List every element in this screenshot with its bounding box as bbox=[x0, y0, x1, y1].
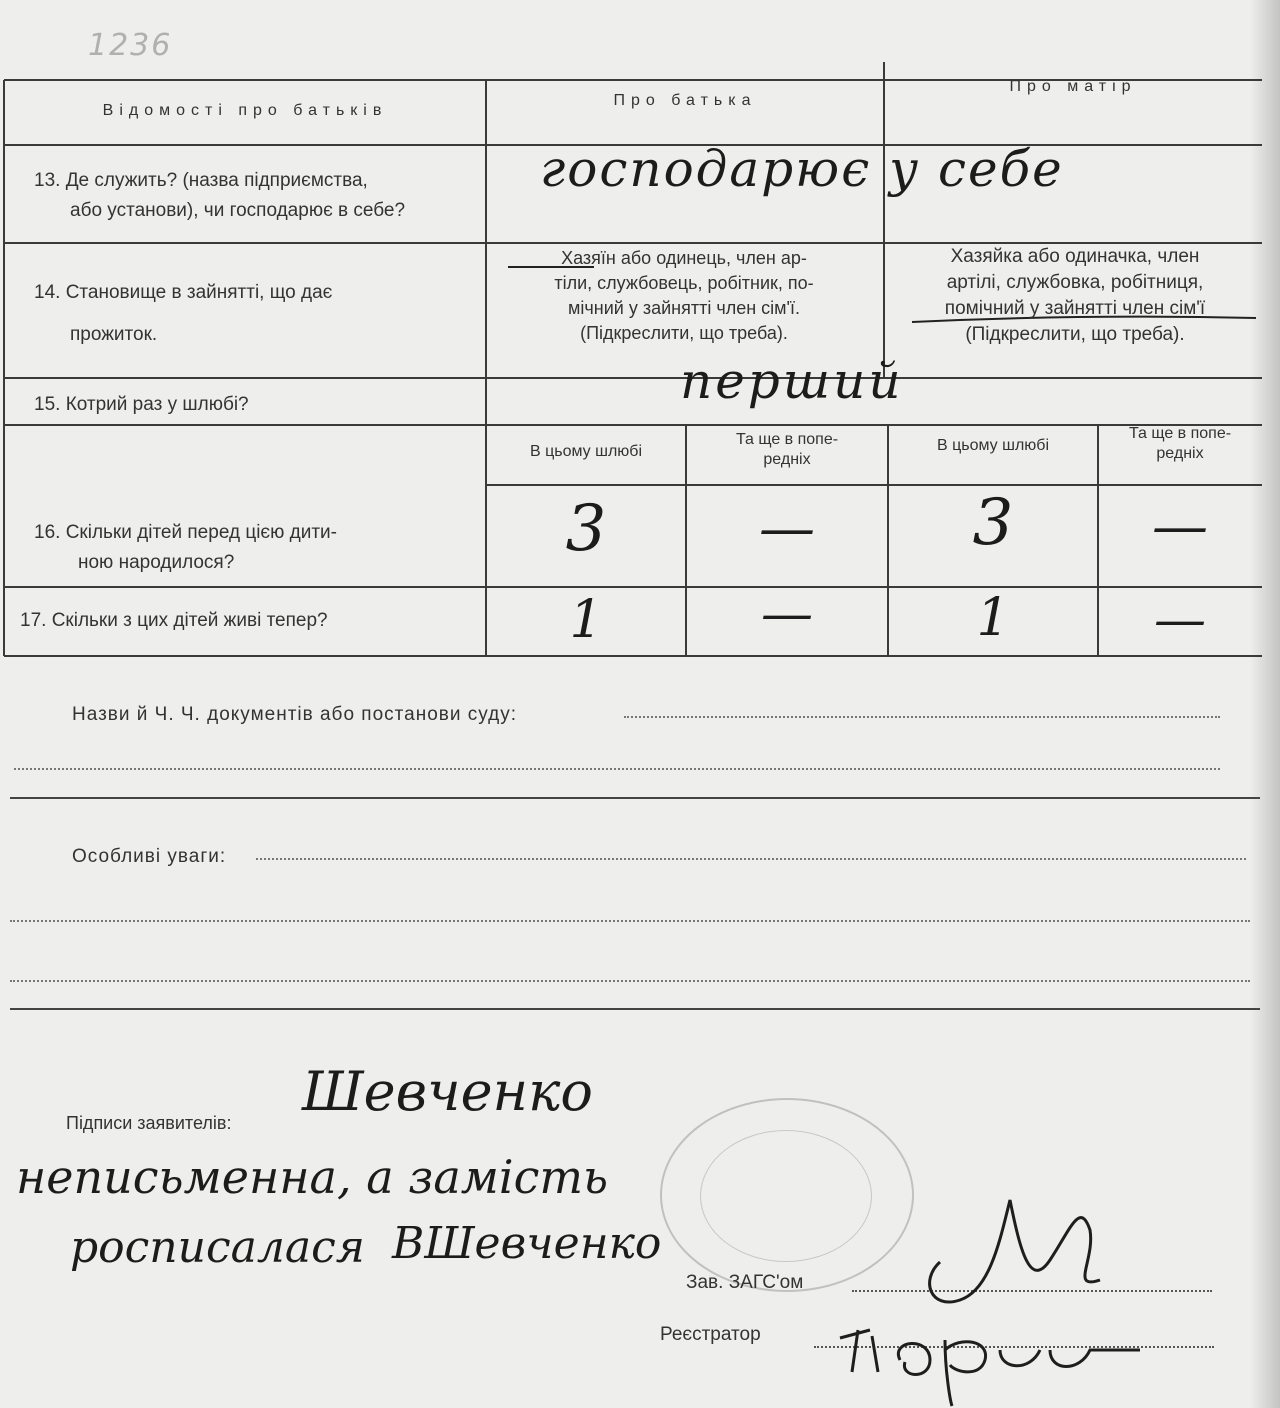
q14-mother-line4: (Підкреслити, що треба). bbox=[965, 324, 1185, 345]
sub-father-prev-line1: Та ще в попе- bbox=[735, 431, 839, 448]
q16-father-this: 3 bbox=[565, 492, 607, 566]
q17-father-prev: — bbox=[761, 584, 813, 644]
sub-mother-prev-line1: Та ще в попе- bbox=[1128, 425, 1232, 442]
q13-label-line1: 13. Де служить? (назва підприємства, bbox=[34, 170, 368, 191]
q17-label: 17. Скільки з цих дітей живі тепер? bbox=[20, 610, 328, 631]
header-father: Про батька bbox=[613, 92, 757, 109]
q14-father-line4: (Підкреслити, що треба). bbox=[580, 323, 788, 343]
documents-label: Назви й Ч. Ч. документів або постанови суду: bbox=[72, 704, 517, 725]
q16-mother-this: 3 bbox=[972, 486, 1014, 560]
header-info: Відомості про батьків bbox=[102, 102, 388, 119]
signature-note-line2: росписалася bbox=[70, 1222, 365, 1273]
q14-father-line2: тіли, службовець, робітник, по- bbox=[554, 273, 814, 293]
q14-father-line3: мічний у зайнятті член сім'ї. bbox=[568, 298, 800, 318]
q14-label-line2: прожиток. bbox=[70, 324, 158, 345]
q16-label-line1: 16. Скільки дітей перед цією дити- bbox=[34, 522, 337, 543]
q14-mother-line3: помічний у зайнятті член сім'ї bbox=[944, 298, 1206, 319]
signature-note-line1: неписьменна, а замість bbox=[16, 1150, 609, 1204]
q13-answer: господарює у себе bbox=[540, 140, 1064, 198]
header-mother: Про матір bbox=[1009, 78, 1137, 95]
q15-label: 15. Котрий раз у шлюбі? bbox=[34, 394, 249, 415]
q13-label-line2: або установи), чи господарює в себе? bbox=[70, 200, 406, 221]
q17-mother-prev: — bbox=[1154, 590, 1206, 650]
signatures-label: Підписи заявителів: bbox=[66, 1113, 232, 1133]
q14-mother-line1: Хазяйка або одиначка, член bbox=[950, 246, 1200, 267]
q17-mother-this: 1 bbox=[976, 588, 1010, 648]
signature-1: Шевченко bbox=[302, 1060, 593, 1123]
remarks-label: Особливі уваги: bbox=[72, 846, 227, 867]
q17-father-this: 1 bbox=[569, 590, 603, 650]
registrar-label: Реєстратор bbox=[660, 1324, 761, 1345]
sub-father-this: В цьому шлюбі bbox=[529, 443, 643, 460]
zags-label: Зав. ЗАГС'ом bbox=[686, 1272, 804, 1293]
q14-mother-line2: артілі, службовка, робітниця, bbox=[946, 272, 1204, 293]
q14-father-line1: Хазяїн або одинець, член ар- bbox=[561, 248, 807, 268]
sub-father-prev-line2: редніх bbox=[763, 451, 811, 468]
q16-father-prev: — bbox=[759, 496, 815, 561]
q16-mother-prev: — bbox=[1152, 494, 1208, 559]
archive-number: 1236 bbox=[88, 28, 173, 63]
q16-label-line2: ною народилося? bbox=[78, 552, 235, 573]
signature-2: ВШевченко bbox=[392, 1218, 662, 1269]
q14-label-line1: 14. Становище в зайнятті, що дає bbox=[34, 282, 333, 303]
sub-mother-this: В цьому шлюбі bbox=[936, 437, 1050, 454]
sub-mother-prev-line2: редніх bbox=[1156, 445, 1204, 462]
q15-answer: перший bbox=[680, 352, 904, 410]
